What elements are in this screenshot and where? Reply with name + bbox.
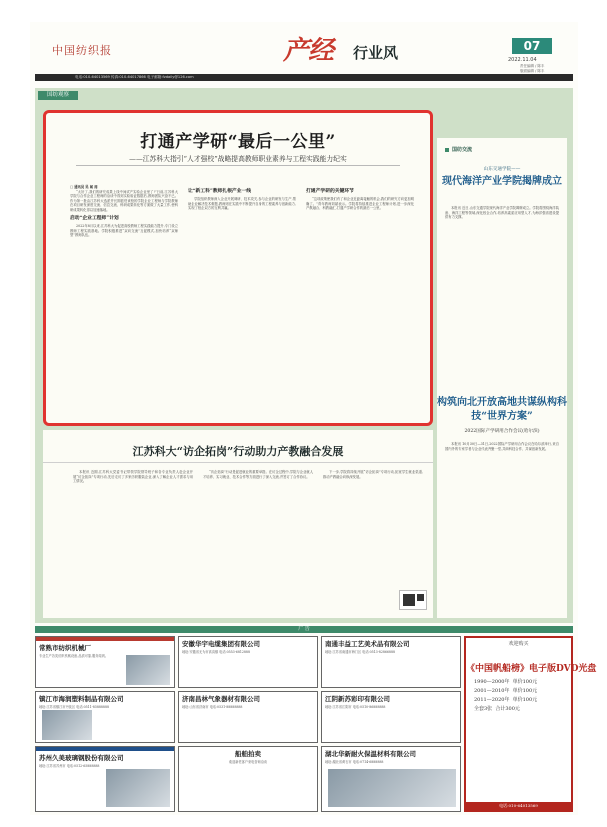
dvd-ad-price-list: 1990—2000年 单价100元 2001—2010年 单价100元 2011—2020年 单价100元 全套3张 合计300元	[474, 679, 538, 712]
ad-body: 地址:安徽省无为市高沟镇 电话:0553-6812888	[182, 650, 250, 654]
ad-body: 地址:江苏省江阴市 电话:0510-86888888	[325, 705, 386, 709]
ad-block[interactable]	[178, 691, 318, 743]
divider	[76, 165, 400, 166]
ad-body: 地址:江苏省镇江市丹徒区 电话:0511-85888888	[39, 705, 110, 709]
ad-block[interactable]	[178, 746, 318, 812]
section-big-title: 产经	[283, 36, 334, 66]
ad-body: 专业生产各类纺织机械设备,品质可靠,服务周到。	[39, 654, 108, 658]
ad-title: 船舶拍卖	[235, 750, 261, 758]
ad-body: 地址:江苏省苏州市 电话:0512-65888888	[39, 764, 100, 768]
body-text: “访企拓岗”行动是促进就业的重要举措。在访企过程中,学院与企业就人才培养、实习就业、技术合作等方面进行了深入交流,并签订了合作协议。	[203, 470, 313, 479]
section-name: 行业风	[353, 44, 399, 62]
ad-title: 安徽华宇电缆集团有限公司	[182, 640, 260, 648]
ad-block[interactable]	[321, 746, 461, 812]
main-article-column-2	[188, 185, 296, 421]
dvd-ad[interactable]	[464, 636, 597, 812]
ad-title: 常熟市纺织机械厂	[39, 644, 91, 652]
advertisement-bar: 广 告	[35, 626, 573, 633]
right-article-2-subhead: 2022国际产学研用合作会议(哈尔滨)	[464, 429, 540, 434]
feature-section	[35, 88, 573, 623]
ad-body: 地址:江苏省南通市海门区 电话:0513-82866888	[325, 650, 396, 654]
main-article-subhead: ——江苏科大指引“人才强校”战略提高教师职业素养与工程实践能力纪实	[129, 155, 347, 163]
main-article-column-3	[306, 185, 414, 421]
right-article-1-pretitle: 山东交通学院——	[483, 167, 521, 172]
masthead	[30, 22, 578, 84]
body-text: 本报讯 近日,山东交通学院现代海洋产业学院揭牌成立。学院将围绕海洋装备、海洋工程等领域,深化校企合作,培养高素质应用型人才,为海洋强省建设提供有力支撑。	[445, 206, 559, 219]
ad-block[interactable]	[35, 636, 175, 688]
ad-body: 地址:山东省济南市 电话:0531-88888888	[182, 705, 243, 709]
right-article-2-body	[445, 442, 559, 612]
page-number-badge: 07	[512, 38, 552, 54]
body-text: 下一步,学院将持续开展“访企拓岗”专项行动,拓宽学生就业渠道,推动产教融合向纵深发展。	[323, 470, 423, 479]
ad-title: 镇江市海润塑料制品有限公司	[39, 695, 124, 703]
issue-date: 2022.11.04	[508, 57, 537, 63]
newspaper-logo: 中国纺织报	[52, 44, 112, 57]
ad-title: 济南昌林气象器材有限公司	[182, 695, 260, 703]
second-article-column-1	[73, 470, 193, 610]
main-article-column-1	[70, 185, 178, 421]
right-article-1-headline[interactable]: 现代海洋产业学院揭牌成立	[442, 176, 562, 187]
body-text: “这项政策使我们有了和企业近距离接触的机会,我们的研究方向更加明确了。”青年教师刘斌表示。学院将持续推进企业工程师计划,进一步深化产教融合、科教融汇,打通产学研合作的最后一公里。	[306, 197, 414, 210]
divider	[43, 462, 433, 463]
dvd-ad-title: 《中国帆船榜》电子版DVD光盘	[466, 664, 597, 674]
byline: □ 通讯员 吴 闻 周	[70, 185, 98, 189]
body-text: 2022年8月以来,江苏科大为促进高校教师工程实践能力提升,专门设立教师工程实践基地。学院积极推进“双向交流”互促模式,加快培养“双师型”教师队伍。	[70, 224, 178, 237]
ad-photo	[126, 655, 170, 685]
ad-title: 苏州久美玻璃钢股份有限公司	[39, 754, 124, 762]
main-article-highlighted[interactable]	[43, 110, 433, 426]
qr-code-icon	[399, 590, 427, 610]
right-article-1-body	[445, 206, 559, 392]
ad-body: 欢迎新老客户来电咨询洽谈	[228, 760, 268, 764]
second-article-column-2	[203, 470, 313, 596]
body-text: 本报讯 近期,江苏科大党委书记带领学院领导班子和各专业负责人赴企业开展“访企拓岗”专项行动,先后走访了多家纺织服装企业,深入了解企业人才需求与用工情况。	[73, 470, 193, 483]
ad-photo	[106, 769, 170, 807]
subheading: 打通产学研的关键环节	[306, 188, 354, 194]
newspaper-page	[30, 22, 597, 815]
ad-block[interactable]	[321, 691, 461, 743]
editor-credits: 责任编辑 / 陈丰 版面编辑 / 陈丰	[520, 64, 545, 73]
dvd-ad-contact: 电话:010-64013569	[466, 802, 571, 810]
second-article-column-3	[323, 470, 423, 588]
body-text: 本报讯 10月30日—31日,2022国际产学研用合作会议在哈尔滨举行,来自国内外的专家学者与企业代表齐聚一堂,共商科技合作、共谋创新发展。	[445, 442, 559, 451]
right-column	[437, 138, 567, 618]
ad-block[interactable]	[178, 636, 318, 688]
section-tag: 国纺观察	[38, 91, 78, 100]
body-text: 学院组织教师深入企业开展调研、技术攻关,参与企业的研发与生产,帮助企业解决技术难题,教师则在实践中不断提升自身的工程素养与创新能力,实现了校企双方的互利共赢。	[188, 197, 296, 210]
ad-block[interactable]	[35, 691, 175, 743]
ad-title: 湖北华新耐火保温材料有限公司	[325, 750, 416, 758]
ad-title: 南通丰益工艺美术品有限公司	[325, 640, 410, 648]
body-text: “太好了,我们的研究成果上线中间试产实验企业里了!”日前,江苏科大学院与合作企业工程师的洽谈中得到实验验证数据后,教师团队兴奋不已。作为第一批由江苏科大选派并长期派驻该校的学院企业工程师与学院教师在项目研发深度交流、信息交流、科研成果转化等方面做了大量工作,使科研成果转化得以加速落地。	[70, 189, 178, 212]
ad-photo	[42, 710, 92, 740]
dvd-ad-head: 欢迎购买	[508, 641, 529, 647]
ad-body: 地址:湖北省黄石市 电话:0714-6888888	[325, 760, 384, 764]
contact-info-bar: 电话:010-64013569 传真:010-64017866 电子邮箱:fzdaily@126.com	[35, 74, 573, 81]
ad-title: 江阴新苏彩印有限公司	[325, 695, 390, 703]
second-article-headline: 江苏科大“访企拓岗”行动助力产教融合发展	[132, 445, 344, 458]
right-column-kicker: 国纺交流	[445, 146, 472, 153]
subheading: 让“新工科”教师扎根产业一线	[188, 188, 252, 194]
ad-photo	[328, 769, 456, 807]
second-article[interactable]	[43, 430, 433, 618]
ad-block[interactable]	[321, 636, 461, 688]
main-article-headline: 打通产学研“最后一公里”	[140, 132, 336, 152]
right-article-2-headline[interactable]: 构筑向北开放高地共谋纵构科技“世界方案”	[437, 397, 567, 422]
ad-block[interactable]	[35, 746, 175, 812]
subheading: 启动“企业工程师”计划	[70, 215, 119, 221]
